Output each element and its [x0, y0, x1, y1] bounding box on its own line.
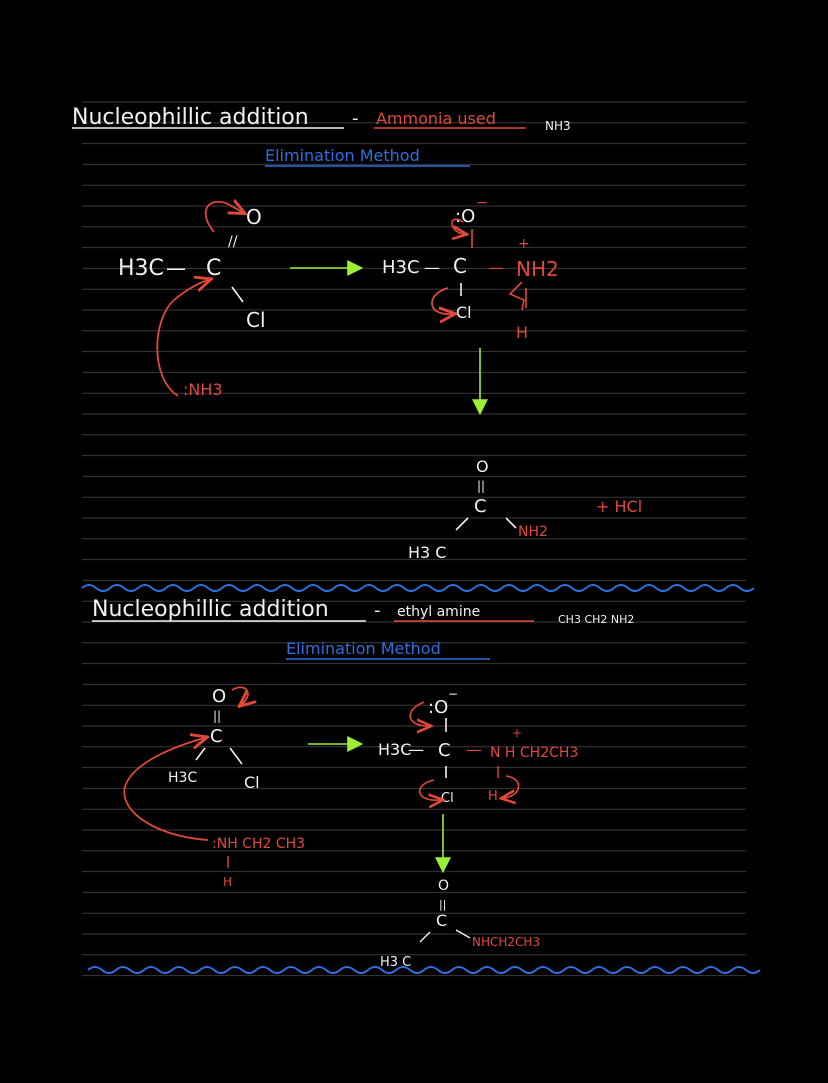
wavy-divider — [88, 967, 760, 973]
double-bond: || — [439, 898, 447, 911]
bond — [230, 748, 242, 764]
curly-arrow — [504, 776, 519, 798]
nucleophile-label: :NH3 — [183, 380, 223, 399]
curly-arrow — [124, 738, 208, 840]
hydrogen: H — [223, 875, 233, 889]
chlorine: Cl — [441, 791, 454, 806]
curly-arrow — [510, 282, 524, 310]
double-bond: || — [477, 479, 486, 493]
oxygen: O — [212, 686, 227, 707]
bond — [456, 518, 468, 530]
bond: — — [408, 740, 424, 759]
curly-arrow — [157, 280, 208, 396]
byproduct: + HCl — [596, 497, 643, 516]
hydrogen: H — [516, 323, 529, 342]
chlorine: Cl — [246, 308, 266, 332]
carbonyl-carbon: C — [474, 496, 487, 517]
chlorine: Cl — [244, 773, 260, 792]
title-dash: - — [352, 108, 359, 129]
double-bond: || — [213, 709, 222, 723]
central-carbon: C — [438, 740, 451, 761]
bond — [196, 748, 205, 760]
nucleophile-label: :NH CH2 CH3 — [212, 836, 306, 852]
curly-arrow — [232, 687, 248, 704]
oxygen: O — [476, 457, 489, 476]
alkoxide-oxygen: :O — [428, 697, 449, 718]
double-bond: // — [228, 234, 238, 250]
oxygen: O — [438, 878, 450, 894]
negative-charge: − — [476, 195, 488, 211]
amine-group: NHCH2CH3 — [472, 935, 541, 949]
curly-arrow — [420, 780, 440, 800]
bond: — — [166, 256, 186, 280]
reagent-label: Ammonia used — [376, 109, 496, 128]
amine-group: N H CH2CH3 — [490, 745, 579, 761]
section-ethylamine — [92, 597, 634, 970]
section2-subtitle: Elimination Method — [286, 639, 441, 658]
ch3-group: H3 C — [380, 955, 412, 970]
negative-charge: − — [448, 687, 459, 701]
carbonyl-carbon: C — [436, 911, 448, 930]
ch3-group: H3C — [382, 257, 420, 278]
section1-title: Nucleophillic addition — [72, 105, 309, 130]
section1-subtitle: Elimination Method — [265, 146, 420, 165]
reagent-formula: CH3 CH2 NH2 — [558, 613, 635, 626]
positive-charge: + — [512, 726, 523, 740]
section-ammonia — [72, 105, 642, 562]
ruled-lines — [82, 102, 746, 976]
reagent-formula: NH3 — [545, 119, 571, 133]
bond: — — [488, 258, 504, 277]
ch3-group: H3 C — [408, 543, 447, 562]
central-carbon: C — [453, 254, 467, 278]
bond — [506, 518, 516, 528]
oxygen: O — [246, 205, 262, 229]
carbonyl-carbon: C — [206, 256, 222, 281]
title-dash: - — [374, 600, 381, 621]
bond: — — [466, 740, 482, 759]
chlorine: Cl — [456, 303, 472, 322]
ch3-group: H3C — [168, 770, 198, 786]
ch3-group: H3C — [118, 256, 164, 281]
bond: — — [424, 258, 440, 277]
reagent-label: ethyl amine — [397, 604, 481, 620]
ch3-group: H3C — [378, 740, 412, 759]
carbonyl-carbon: C — [210, 726, 223, 747]
alkoxide-oxygen: :O — [455, 206, 476, 227]
positive-charge: + — [518, 236, 530, 252]
amine-group: NH2 — [516, 257, 559, 281]
section2-title: Nucleophillic addition — [92, 597, 329, 622]
hydrogen: H — [488, 789, 498, 804]
wavy-divider — [82, 585, 754, 591]
amine-group: NH2 — [518, 524, 548, 540]
